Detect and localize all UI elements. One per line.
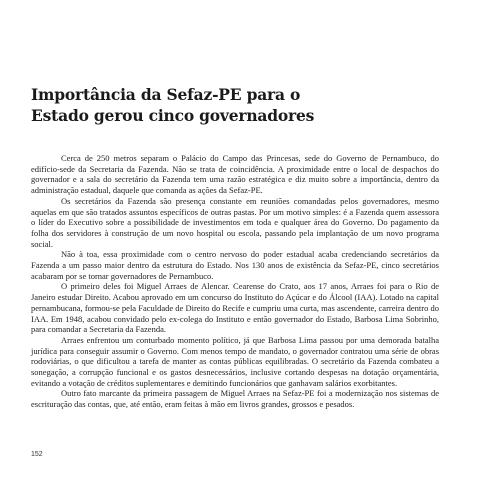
paragraph: O primeiro deles foi Miguel Arraes de Alencar. Cearense do Crato, aos 17 anos, Arraes foi para o Rio de Janeiro estudar Direito. Acabou aprovado em um concurso do Instituto do Açúcar e do Álcool (IAA). Lotado na capital pernambucana, formou-se pela Faculdade de Direito do Recife e cumpriu uma curta, mas ascendente, carreira dentro do IAA. Em 1948, acabou convidado pelo ex-colega do Instituto e então governador do Estado, Barbosa Lima Sobrinho, para comandar a Secretaria da Fazenda. — [31, 281, 439, 335]
paragraph: Não à toa, essa proximidade com o centro nervoso do poder estadual acaba credenciando secretários da Fazenda a um passo maior dentro da estrutura do Estado. Nos 130 anos de existência da Sefaz-PE, cinco secretários acabaram por se tornar governadores de Pernambuco. — [31, 249, 439, 281]
page-title — [31, 84, 451, 126]
page-title-line-2: Estado gerou cinco governadores — [31, 106, 315, 125]
paragraph: Os secretários da Fazenda são presença constante em reuniões comandadas pelos governadores, mesmo aquelas em que são tratados assuntos específicos de outras pastas. Por um motivo simples: é a Fazenda quem assessora o líder do Executivo sobre a possibilidade de investimentos em toda e qualquer área do Governo. Do pagamento da folha dos servidores à construção de um novo hospital ou escola, passando pela implantação de um novo programa social. — [31, 195, 439, 249]
article-body — [31, 153, 439, 410]
paragraph: Cerca de 250 metros separam o Palácio do Campo das Princesas, sede do Governo de Pernambuco, do edifício-sede da Secretaria da Fazenda. Não se trata de coincidência. A proximidade entre o local de despachos do governador e a sala do secretário da Fazenda tem uma razão estratégica e diz muito sobre a importância, dentro da administração estadual, daquele que comanda as ações da Sefaz-PE. — [31, 153, 439, 196]
paragraph: Outro fato marcante da primeira passagem de Miguel Arraes na Sefaz-PE foi a modernização nos sistemas de escrituração das contas, que, até então, eram feitas à mão em livros grandes, grossos e pesados. — [31, 388, 439, 410]
page-number: 152 — [31, 451, 43, 458]
paragraph: Arraes enfrentou um conturbado momento político, já que Barbosa Lima passou por uma demorada batalha jurídica para conseguir assumir o Governo. Com menos tempo de mandato, o governador contratou uma série de obras rodoviárias, o que dificultou a tarefa de manter as contas públicas equilibradas. O secretário da Fazenda combateu a sonegação, a corrupção funcional e os gastos desnecessários, inclusive cortando despesas na dotação orçamentária, evitando a votação de créditos suplementares e demitindo funcionários que ganhavam salários exorbitantes. — [31, 334, 439, 388]
page-title-line-1: Importância da Sefaz-PE para o — [31, 85, 301, 104]
